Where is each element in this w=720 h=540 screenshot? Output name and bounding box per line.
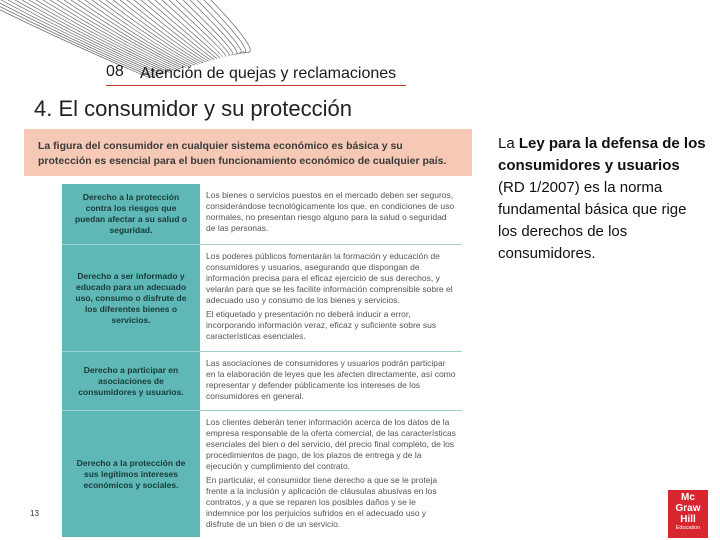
rights-row — [62, 184, 462, 245]
side-note-suffix: (RD 1/2007) es la norma fundamental básica que rige los derechos de los consumidores. — [498, 179, 687, 262]
right-description — [200, 184, 462, 244]
chapter-title: Atención de quejas y reclamaciones — [140, 65, 397, 82]
rights-row — [62, 352, 462, 411]
description-paragraph: Los bienes o servicios puestos en el mercado deben ser seguros, considerándose tecnológicamente los que, en condiciones de uso normales, no presentan riesgo alguno para la salud o seguridad de las personas. — [206, 190, 455, 233]
description-paragraph: Las asociaciones de consumidores y usuarios podrán participar en la elaboración de leyes que les afecten directamente, así como representar y defender públicamente los intereses de los consumidores en general. — [206, 358, 456, 401]
page-number: 13 — [30, 509, 39, 518]
right-description — [200, 352, 462, 410]
right-name: Derecho a la protección contra los riesgos que puedan afectar a su salud o seguridad. — [62, 184, 200, 244]
rights-table — [62, 184, 462, 537]
right-name: Derecho a la protección de sus legítimos intereses económicos y sociales. — [62, 411, 200, 537]
rights-row — [62, 245, 462, 352]
right-name: Derecho a participar en asociaciones de consumidores y usuarios. — [62, 352, 200, 410]
right-description — [200, 411, 462, 537]
chapter-number: 08 — [106, 63, 124, 80]
logo-subtitle: Education — [675, 525, 701, 531]
description-paragraph: Los clientes deberán tener información acerca de los datos de la empresa responsable de la oferta comercial, de las características esenciales del bien o del servicio, del precio final completo, de los procedimientos de pago, de los plazos de entrega y de la ejecución y cumplimiento del contrato. — [206, 417, 456, 471]
right-name: Derecho a ser informado y educado para un adecuado uso, consumo o disfrute de los diferentes bienes o servicios. — [62, 245, 200, 351]
side-note-law-name: Ley para la defensa de los consumidores y usuarios — [498, 135, 706, 174]
description-paragraph: En particular, el consumidor tiene derecho a que se le proteja frente a la inclusión y aplicación de cláusulas abusivas en los contratos, y a que se reparen los posibles daños y se le indemnice por los perjuicios sufridos en el adecuado uso y disfrute de un bien o de un servicio. — [206, 475, 438, 529]
logo-line: Mc — [681, 492, 695, 503]
description-paragraph: Los poderes públicos fomentarán la formación y educación de consumidores y usuarios, asegurando que dispongan de información precisa para el eficaz ejercicio de sus derechos, y velarán para que se les facilite información comprensible sobre el adecuado uso y consumo de los bienes y servicios. — [206, 251, 453, 305]
intro-text: La figura del consumidor en cualquier sistema económico es básica y su protección es esencial para el buen funcionamiento económico de cualquier país. — [38, 140, 447, 167]
publisher-logo — [668, 490, 708, 538]
chapter-title-underline — [106, 85, 406, 86]
description-paragraph: El etiquetado y presentación no deberá inducir a error, incorporando información veraz, eficaz y suficiente sobre sus características esenciales. — [206, 309, 437, 341]
rights-row — [62, 411, 462, 537]
logo-line: Graw — [675, 503, 701, 514]
intro-box — [24, 129, 472, 176]
logo-line: Hill — [680, 514, 696, 525]
side-note-prefix: La — [498, 135, 515, 152]
right-description — [200, 245, 462, 351]
side-note — [498, 133, 708, 265]
section-title: 4. El consumidor y su protección — [34, 96, 352, 121]
